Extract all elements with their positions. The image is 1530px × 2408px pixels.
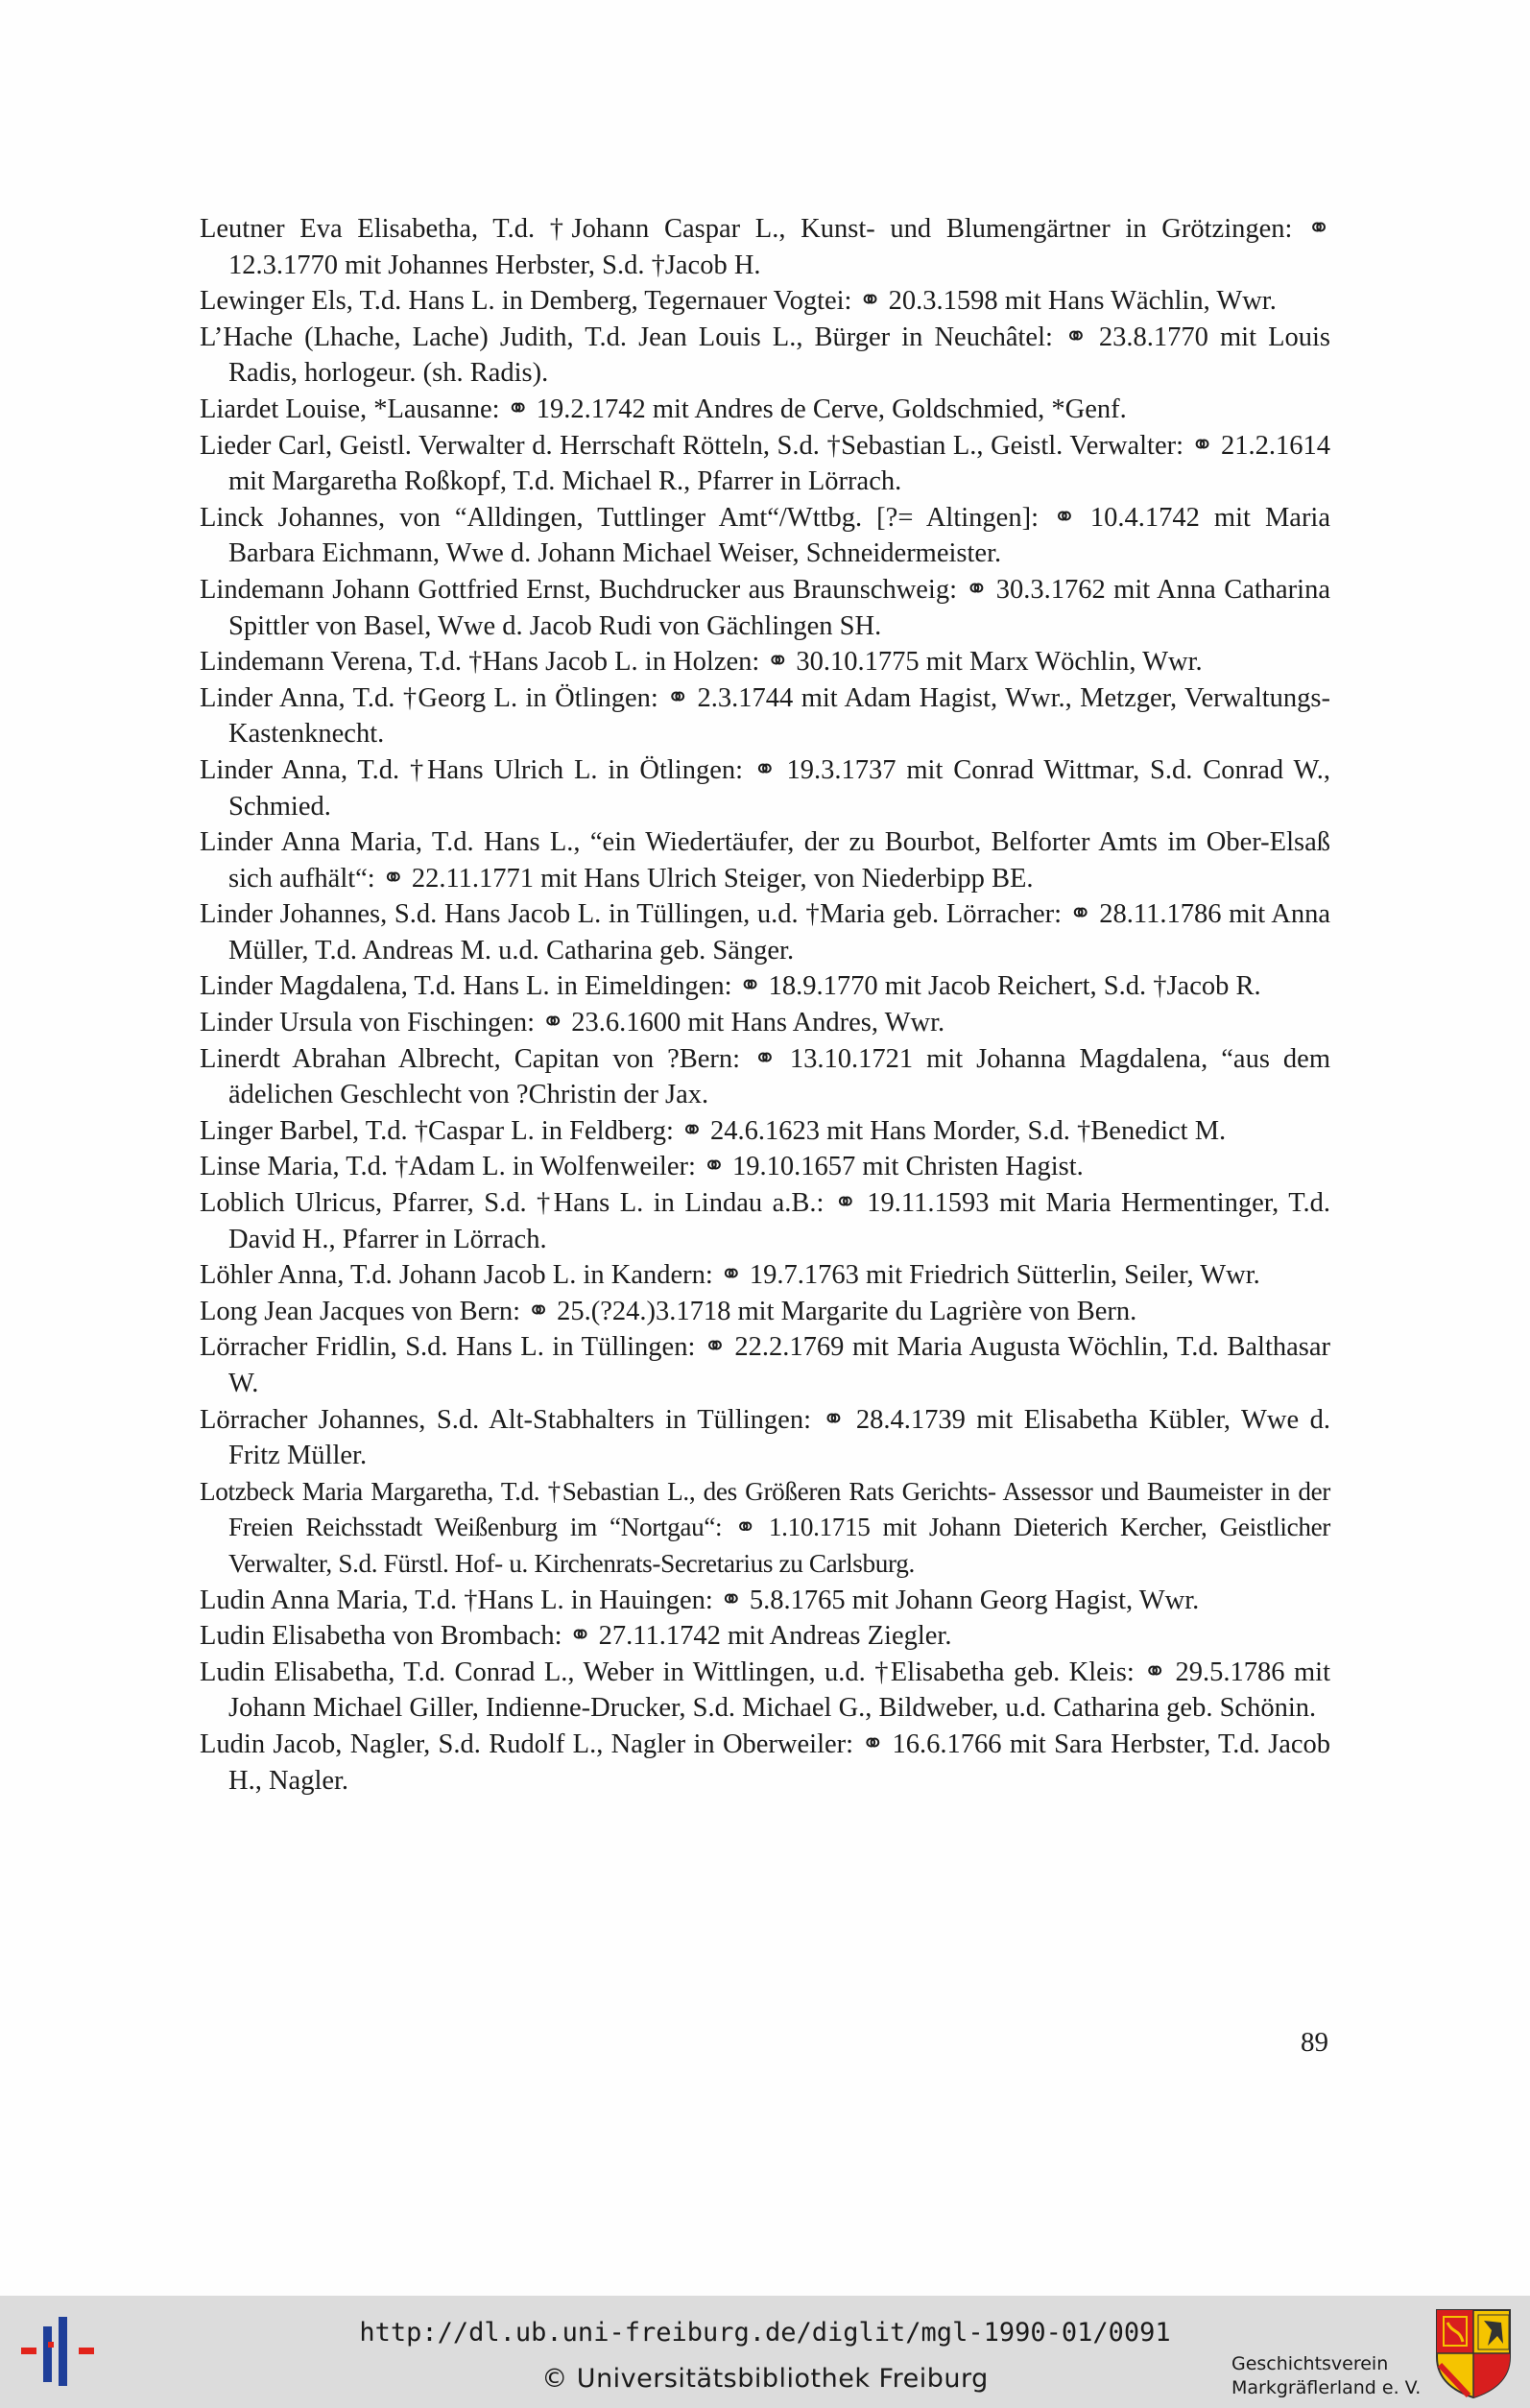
register-entry: Linger Barbel, T.d. †Caspar L. in Feldberg: ⚭ 24.6.1623 mit Hans Morder, S.d. †Benedict M. — [200, 1115, 1227, 1146]
register-entry: Leutner Eva Elisabetha, T.d. †Johann Caspar L., Kunst- und Blumengärtner in Grötzingen: ⚭ 12.3.1770 mit Johannes Herbster, S.d. †Jacob H. — [200, 214, 1330, 280]
register-entry: Linder Anna Maria, T.d. Hans L., “ein Wiedertäufer, der zu Bourbot, Belforter Amts im Ober-Elsaß sich aufhält“: ⚭ 22.11.1771 mit Hans Ulrich Steiger, von Niederbipp BE. — [200, 827, 1330, 894]
register-entry: Linerdt Abrahan Albrecht, Capitan von ?Bern: ⚭ 13.10.1721 mit Johanna Magdalena, “aus dem ädelichen Geschlecht von ?Christin der Jax. — [200, 1043, 1330, 1110]
register-entry: Long Jean Jacques von Bern: ⚭ 25.(?24.)3.1718 mit Margarite du Lagrière von Bern. — [200, 1296, 1137, 1326]
register-entry: Linder Ursula von Fischingen: ⚭ 23.6.1600 mit Hans Andres, Wwr. — [200, 1008, 945, 1038]
register-entry: Linder Anna, T.d. †Georg L. in Ötlingen: ⚭ 2.3.1744 mit Adam Hagist, Wwr., Metzger, Verwaltungs-Kastenknecht. — [200, 682, 1330, 750]
register-entry: Ludin Jacob, Nagler, S.d. Rudolf L., Nagler in Oberweiler: ⚭ 16.6.1766 mit Sara Herbster, T.d. Jacob H., Nagler. — [200, 1729, 1330, 1796]
register-entry: Ludin Anna Maria, T.d. †Hans L. in Hauingen: ⚭ 5.8.1765 mit Johann Georg Hagist, Wwr. — [200, 1585, 1200, 1615]
society-name-line2: Markgräflerland e. V. — [1231, 2377, 1422, 2398]
register-entry: Liardet Louise, *Lausanne: ⚭ 19.2.1742 mit Andres de Cerve, Goldschmied, *Genf. — [200, 393, 1127, 424]
page-number: 89 — [1301, 2027, 1328, 2058]
register-entry: Linse Maria, T.d. †Adam L. in Wolfenweiler: ⚭ 19.10.1657 mit Christen Hagist. — [200, 1152, 1084, 1182]
register-entry: Ludin Elisabetha, T.d. Conrad L., Weber in Wittlingen, u.d. †Elisabetha geb. Kleis: ⚭ 29.5.1786 mit Johann Michael Giller, Indienne-Drucker, S.d. Michael G., Bildweber, u.d. Catharina geb. Schönin. — [200, 1657, 1330, 1724]
society-name-line1: Geschichtsverein — [1231, 2353, 1389, 2374]
register-entry: Löhler Anna, T.d. Johann Jacob L. in Kandern: ⚭ 19.7.1763 mit Friedrich Sütterlin, Seiler, Wwr. — [200, 1260, 1260, 1291]
register-entry: Lörracher Johannes, S.d. Alt-Stabhalters in Tüllingen: ⚭ 28.4.1739 mit Elisabetha Kübler, Wwe d. Fritz Müller. — [200, 1404, 1330, 1471]
register-entry: Lörracher Fridlin, S.d. Hans L. in Tüllingen: ⚭ 22.2.1769 mit Maria Augusta Wöchlin, T.d. Balthasar W. — [200, 1332, 1330, 1398]
register-entries — [200, 211, 1330, 1799]
register-entry: Linder Magdalena, T.d. Hans L. in Eimeldingen: ⚭ 18.9.1770 mit Jacob Reichert, S.d. †Jacob R. — [200, 971, 1261, 1002]
society-name — [1231, 2352, 1421, 2400]
register-entry: Ludin Elisabetha von Brombach: ⚭ 27.11.1742 mit Andreas Ziegler. — [200, 1621, 952, 1652]
copyright-notice: © Universitätsbibliothek Freiburg — [541, 2364, 989, 2394]
register-entry: L’Hache (Lhache, Lache) Judith, T.d. Jean Louis L., Bürger in Neuchâtel: ⚭ 23.8.1770 mit Louis Radis, horlogeur. (sh. Radis). — [200, 322, 1330, 389]
register-entry: Lieder Carl, Geistl. Verwalter d. Herrschaft Rötteln, S.d. †Sebastian L., Geistl. Verwalter: ⚭ 21.2.1614 mit Margaretha Roßkopf, T.d. Michael R., Pfarrer in Lörrach. — [200, 430, 1330, 497]
register-entry: Linder Anna, T.d. †Hans Ulrich L. in Ötlingen: ⚭ 19.3.1737 mit Conrad Wittmar, S.d. Conrad W., Schmied. — [200, 754, 1330, 822]
permalink-url[interactable]: http://dl.ub.uni-freiburg.de/diglit/mgl-1990-01/0091 — [359, 2318, 1171, 2348]
register-entry: Lindemann Johann Gottfried Ernst, Buchdrucker aus Braunschweig: ⚭ 30.3.1762 mit Anna Catharina Spittler von Basel, Wwe d. Jacob Rudi von Gächlingen SH. — [200, 574, 1330, 641]
markgraeflerland-crest-icon[interactable] — [1434, 2307, 1513, 2399]
register-entry: Lotzbeck Maria Margaretha, T.d. †Sebastian L., des Größeren Rats Gerichts- Assessor und Baumeister in der Freien Reichsstadt Weißenburg im “Nortgau“: ⚭ 1.10.1715 mit Johann Dieterich Kercher, Geistlicher Verwalter, S.d. Fürstl. Hof- u. Kirchenrats-Secretarius zu Carlsburg. — [200, 1476, 1330, 1578]
register-entry: Linck Johannes, von “Alldingen, Tuttlinger Amt“/Wttbg. [?= Altingen]: ⚭ 10.4.1742 mit Maria Barbara Eichmann, Wwe d. Johann Michael Weiser, Schneidermeister. — [200, 502, 1330, 569]
register-entry: Linder Johannes, S.d. Hans Jacob L. in Tüllingen, u.d. †Maria geb. Lörracher: ⚭ 28.11.1786 mit Anna Müller, T.d. Andreas M. u.d. Catharina geb. Sänger. — [200, 899, 1330, 966]
register-entry: Lewinger Els, T.d. Hans L. in Demberg, Tegernauer Vogtei: ⚭ 20.3.1598 mit Hans Wächlin, Wwr. — [200, 286, 1277, 317]
register-entry: Loblich Ulricus, Pfarrer, S.d. †Hans L. in Lindau a.B.: ⚭ 19.11.1593 mit Maria Hermentinger, T.d. David H., Pfarrer in Lörrach. — [200, 1188, 1330, 1254]
register-entry: Lindemann Verena, T.d. †Hans Jacob L. in Holzen: ⚭ 30.10.1775 mit Marx Wöchlin, Wwr. — [200, 647, 1203, 678]
